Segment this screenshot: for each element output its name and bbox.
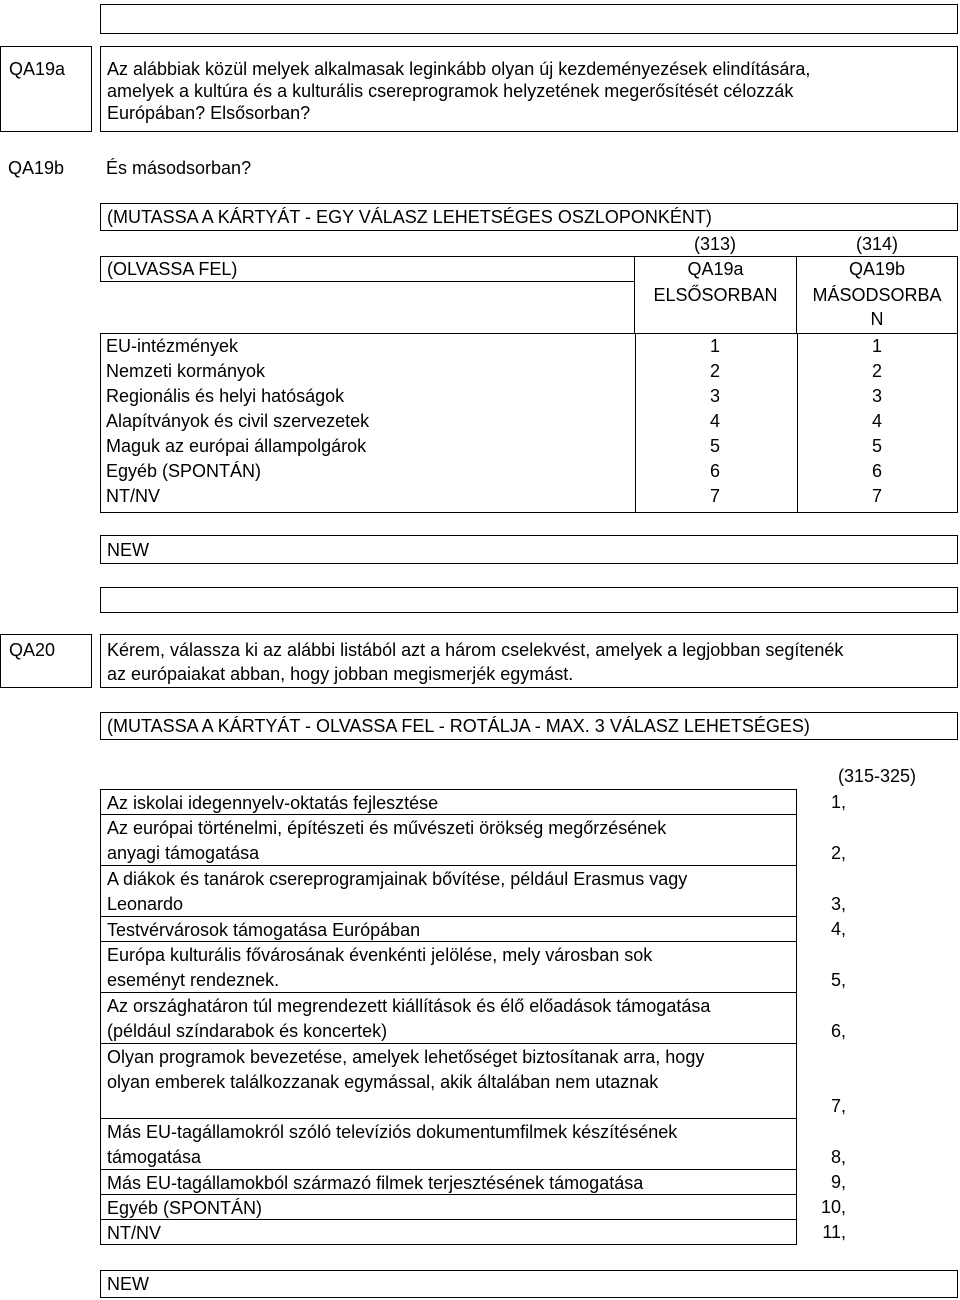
qa19-col-b-label-cont: N (870, 309, 884, 329)
qa20-option-code[interactable]: 9, (830, 1172, 846, 1192)
qa20-option-box (100, 992, 797, 1044)
qa20-option-label: Más EU-tagállamokból származó filmek terjesztésének támogatása (107, 1173, 644, 1193)
qa19-row-code-a[interactable]: 7 (709, 486, 720, 506)
qa19-row-code-b[interactable]: 4 (871, 411, 882, 431)
qa19-row-label: Maguk az európai állampolgárok (106, 436, 367, 456)
qa20-code: QA20 (9, 640, 56, 660)
qa20-new-label: NEW (107, 1274, 149, 1294)
qa19b-question: És másodsorban? (106, 158, 252, 178)
qa19a-code: QA19a (9, 59, 66, 79)
qa20-option-label: Európa kulturális fővárosának évenkénti jelölése, mely városban sok (107, 945, 653, 965)
qa19-row-code-a[interactable]: 4 (709, 411, 720, 431)
qa20-option-code[interactable]: 3, (830, 894, 846, 914)
qa20-option-code[interactable]: 6, (830, 1021, 846, 1041)
qa19-row-label: EU-intézmények (106, 336, 239, 356)
qa19-read-out: (OLVASSA FEL) (107, 259, 238, 279)
qa20-question-line: Kérem, válassza ki az alábbi listából azt a három cselekvést, amelyek a legjobban segítenék (107, 640, 844, 660)
qa20-option-box (100, 1219, 797, 1245)
qa20-option-label: Az országhatáron túl megrendezett kiállítások és élő előadások támogatása (107, 996, 711, 1016)
qa19-col-b-label: MÁSODSORBA (812, 285, 942, 305)
qa20-option-box (100, 941, 797, 993)
qa20-option-code[interactable]: 8, (830, 1147, 846, 1167)
qa20-option-box (100, 916, 797, 942)
qa20-option-box (100, 1118, 797, 1170)
qa19-row-code-b[interactable]: 1 (871, 336, 882, 356)
qa20-option-label: Leonardo (107, 894, 184, 914)
qa19-col-b-name: QA19b (848, 259, 906, 279)
qa19-row-code-b[interactable]: 5 (871, 436, 882, 456)
qa20-option-label: támogatása (107, 1147, 202, 1167)
qa19-col-b-code: (314) (855, 234, 899, 254)
qa19-row-code-a[interactable]: 5 (709, 436, 720, 456)
qa20-instruction-box (100, 712, 958, 740)
qa19-row-code-a[interactable]: 1 (709, 336, 720, 356)
qa19-row-code-a[interactable]: 6 (709, 461, 720, 481)
qa20-option-box (100, 1043, 797, 1119)
qa19-col-a-label: ELSŐSORBAN (653, 285, 778, 305)
qa20-question-cell (100, 634, 958, 688)
qa19b-code: QA19b (8, 158, 65, 178)
qa19a-question-line: Európában? Elsősorban? (107, 103, 311, 123)
qa19a-question-cell (100, 46, 958, 132)
qa19-new-label: NEW (107, 540, 149, 560)
qa20-option-box (100, 814, 797, 866)
qa19-new-box (100, 535, 958, 564)
qa19-row-code-b[interactable]: 6 (871, 461, 882, 481)
qa19-row-code-b[interactable]: 2 (871, 361, 882, 381)
qa19-row-code-b[interactable]: 7 (871, 486, 882, 506)
qa19-row-label: Regionális és helyi hatóságok (106, 386, 345, 406)
qa19-header-label-cell (100, 256, 635, 282)
top-empty-box (100, 4, 958, 34)
qa19-col-a-name: QA19a (687, 259, 744, 279)
qa20-option-box (100, 789, 797, 815)
qa19-row-code-a[interactable]: 3 (709, 386, 720, 406)
qa20-option-code[interactable]: 10, (820, 1197, 846, 1217)
qa19a-question-line: amelyek a kultúra és a kulturális csereprogramok helyzetének megerősítését célozzák (107, 81, 794, 101)
qa20-option-label: Más EU-tagállamokról szóló televíziós dokumentumfilmek készítésének (107, 1122, 678, 1142)
qa20-option-code[interactable]: 5, (830, 970, 846, 990)
qa20-option-label: (például színdarabok és koncertek) (107, 1021, 388, 1041)
qa20-option-label: Testvérvárosok támogatása Európában (107, 920, 421, 940)
qa20-option-code[interactable]: 1, (830, 792, 846, 812)
qa20-option-label: Olyan programok bevezetése, amelyek lehetőséget biztosítanak arra, hogy (107, 1047, 705, 1067)
qa20-option-code[interactable]: 4, (830, 919, 846, 939)
qa19-header-col-a (634, 256, 797, 334)
qa19-row-code-b[interactable]: 3 (871, 386, 882, 406)
qa19a-question-line: Az alábbiak közül melyek alkalmasak leginkább olyan új kezdeményezések elindítására, (107, 59, 811, 79)
qa20-code-cell (0, 634, 92, 688)
qa20-option-box (100, 865, 797, 917)
qa19-col-a-code: (313) (693, 234, 737, 254)
qa20-option-code[interactable]: 2, (830, 843, 846, 863)
qa20-option-code[interactable]: 7, (830, 1096, 846, 1116)
qa20-new-box (100, 1270, 958, 1298)
qa20-option-label: NT/NV (107, 1223, 161, 1243)
qa20-option-label: Az iskolai idegennyelv-oktatás fejlesztése (107, 793, 439, 813)
qa20-option-box (100, 1194, 797, 1220)
qa20-option-label: olyan emberek találkozzanak egymással, akik általában nem utaznak (107, 1072, 659, 1092)
qa19-header-col-b (796, 256, 958, 334)
qa20-question-line: az európaiakat abban, hogy jobban megismerjék egymást. (107, 664, 574, 684)
qa20-option-label: Az európai történelmi, építészeti és művészeti örökség megőrzésének (107, 818, 667, 838)
separator-empty-box (100, 587, 958, 613)
qa19-row-code-a[interactable]: 2 (709, 361, 720, 381)
qa20-instruction: (MUTASSA A KÁRTYÁT - OLVASSA FEL - ROTÁLJA - MAX. 3 VÁLASZ LEHETSÉGES) (107, 716, 810, 736)
qa19-row-label: Alapítványok és civil szervezetek (106, 411, 370, 431)
qa20-option-label: eseményt rendeznek. (107, 970, 280, 990)
qa19-row-label: NT/NV (106, 486, 160, 506)
qa20-option-label: A diákok és tanárok csereprogramjainak bővítése, például Erasmus vagy (107, 869, 688, 889)
qa20-option-label: Egyéb (SPONTÁN) (107, 1198, 263, 1218)
qa19-instruction: (MUTASSA A KÁRTYÁT - EGY VÁLASZ LEHETSÉGES OSZLOPONKÉNT) (107, 207, 712, 227)
qa19-row-label: Egyéb (SPONTÁN) (106, 461, 262, 481)
qa20-option-box (100, 1169, 797, 1195)
qa20-col-code: (315-325) (837, 766, 917, 786)
qa20-option-code[interactable]: 11, (822, 1222, 846, 1242)
qa19-row-label: Nemzeti kormányok (106, 361, 266, 381)
qa19a-code-cell (0, 46, 92, 132)
qa19-instruction-box (100, 203, 958, 231)
qa20-option-label: anyagi támogatása (107, 843, 260, 863)
